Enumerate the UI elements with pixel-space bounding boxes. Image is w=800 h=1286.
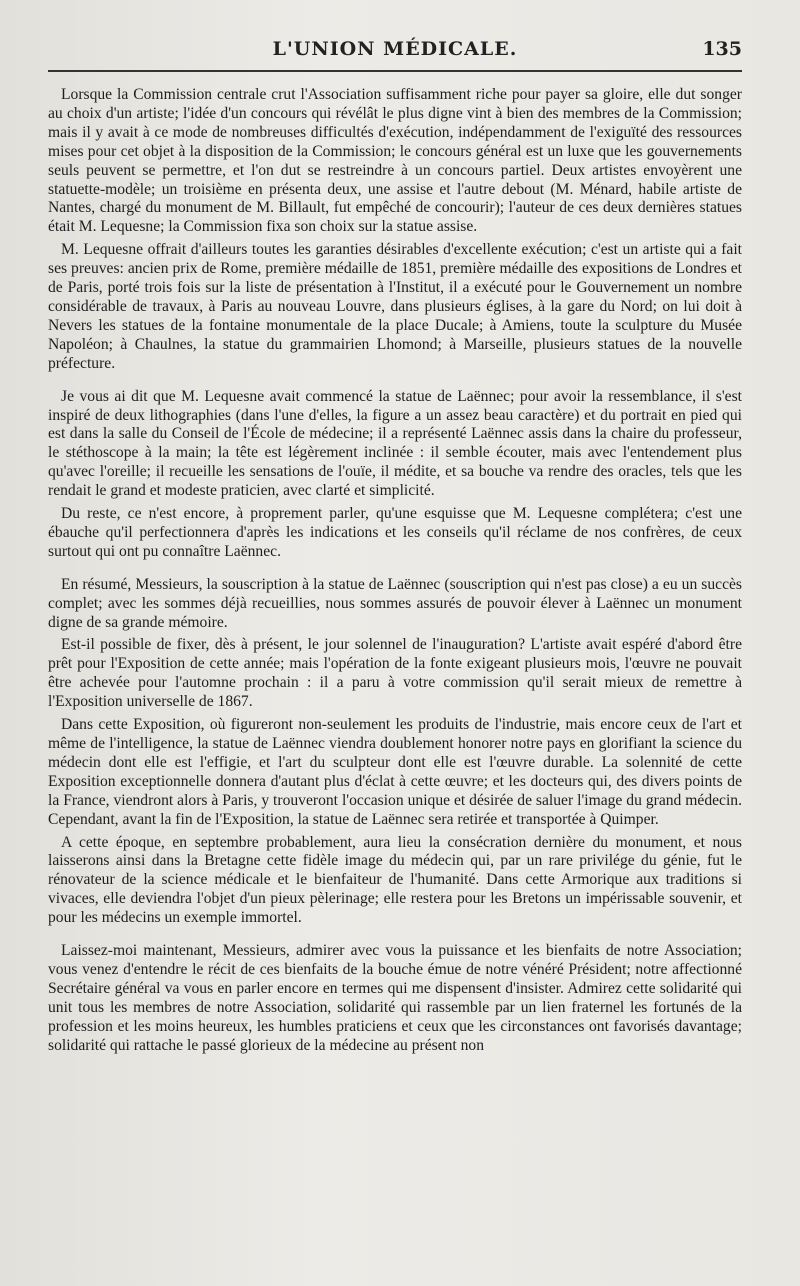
paragraph: M. Lequesne offrait d'ailleurs toutes les garanties désirables d'excellente exécution; c'est un artiste qui a fait ses preuves: ancien prix de Rome, première médaille de 1851, première médaille des expositions de Londres et de Paris, porté trois fois sur la liste de présentation à l'Institut, il a exécuté pour le Gouvernement un nombre considérable de travaux, à Paris au nouveau Louvre, dans plusieurs églises, à la gare du Nord; on lui doit à Nevers les statues de la fontaine monumentale de la place Ducale; à Amiens, toute la sculpture du Musée Napoléon; à Chaulnes, la statue du grammairien Lhomond; à Marseille, plusieurs statues de la nouvelle préfecture.	[48, 241, 742, 372]
paragraph: Lorsque la Commission centrale crut l'Association suffisamment riche pour payer sa gloire, elle dut songer au choix d'un artiste; l'idée d'un concours qui révélât le plus digne vint à bien des membres de la Commission; mais il y avait à ce mode de nombreuses difficultés d'exécution, indépendamment de l'exiguïté des ressources mises pour cet objet à la disposition de la Commission; le concours général est un luxe que les gouvernements seuls peuvent se permettre, et l'on dut se restreindre à un concours partiel. Deux artistes envoyèrent une statuette-modèle; un troisième en présenta deux, une assise et l'autre debout (M. Ménard, habile artiste de Nantes, chargé du monument de M. Billault, fut empêché de concourir); l'auteur de ces deux dernières statues était M. Lequesne; la Commission fixa son choix sur la statue assise.	[48, 86, 742, 236]
paragraph: Je vous ai dit que M. Lequesne avait commencé la statue de Laënnec; pour avoir la ressemblance, il s'est inspiré de deux lithographies (dans l'une d'elles, la figure a un assez beau caractère) et du portrait en pied qui est dans la salle du Conseil de l'École de médecine; il a représenté Laënnec assis dans la chaire du professeur, le stéthoscope à la main; la tête est légèrement inclinée : il semble écouter, mais avec l'entendement plus qu'avec l'oreille; il recueille les sensations de l'ouïe, il médite, et sa bouche va rendre des oracles, tels que les rendait le grand et modeste praticien, avec clarté et simplicité.	[48, 387, 742, 500]
page-number: 135	[702, 38, 742, 60]
paragraph: Est-il possible de fixer, dès à présent, le jour solennel de l'inauguration? L'artiste avait espéré d'abord être prêt pour l'Exposition de cette année; mais l'opération de la fonte exigeant plusieurs mois, l'œuvre ne pouvait être achevée pour l'automne prochain : il a paru à votre commission qu'il serait mieux de remettre à l'Exposition universelle de 1867.	[48, 636, 742, 711]
page-header	[48, 38, 742, 66]
article-body	[48, 86, 742, 1060]
paragraph: Du reste, ce n'est encore, à proprement parler, qu'une esquisse que M. Lequesne complétera; c'est une ébauche qu'il perfectionnera d'après les indications et les conseils qu'il réclame de nos confrères, de ceux surtout qui ont pu connaître Laënnec.	[48, 505, 742, 560]
paragraph: Dans cette Exposition, où figureront non-seulement les produits de l'industrie, mais encore ceux de l'art et même de l'intelligence, la statue de Laënnec viendra doublement honorer notre pays en glorifiant la science du médecin dont elle est l'effigie, et l'art du sculpteur dont elle est l'œuvre durable. La solennité de cette Exposition exceptionnelle donnera d'autant plus d'éclat à cette œuvre; et les docteurs qui, des divers points de la France, viendront alors à Paris, y trouveront l'occasion unique et désirée de saluer l'image du grand médecin. Cependant, avant la fin de l'Exposition, la statue de Laënnec sera retirée et transportée à Quimper.	[48, 716, 742, 828]
header-rule	[48, 70, 742, 72]
running-title: L'UNION MÉDICALE.	[272, 38, 518, 60]
paragraph: En résumé, Messieurs, la souscription à la statue de Laënnec (souscription qui n'est pas close) a eu un succès complet; avec les sommes déjà recueillies, nous sommes assurés de pouvoir élever à Laënnec un monument digne de sa grande mémoire.	[48, 575, 742, 631]
paragraph: Laissez-moi maintenant, Messieurs, admirer avec vous la puissance et les bienfaits de notre Association; vous venez d'entendre le récit de ces bienfaits de la bouche émue de notre vénéré Président; notre affectionné Secrétaire général va vous en parler encore en termes qui me dispensent d'insister. Admirez cette solidarité qui unit tous les membres de notre Association, solidarité qui rassemble par un lien fraternel les fortunés de la profession et les moins heureux, les humbles praticiens et ceux que les circonstances ont favorisés davantage; solidarité qui rattache le passé glorieux de la médecine au présent non	[48, 942, 742, 1054]
paragraph: A cette époque, en septembre probablement, aura lieu la consécration dernière du monument, et nous laisserons ainsi dans la Bretagne cette fidèle image du médecin qui, par un rare privilége du génie, fut le rénovateur de la science médicale et le bienfaiteur de l'humanité. Dans cette Armorique aux traditions si vivaces, elle deviendra l'objet d'un pieux pèlerinage; elle restera pour les Bretons un impérissable souvenir, et pour les médecins un exemple immortel.	[48, 833, 742, 927]
